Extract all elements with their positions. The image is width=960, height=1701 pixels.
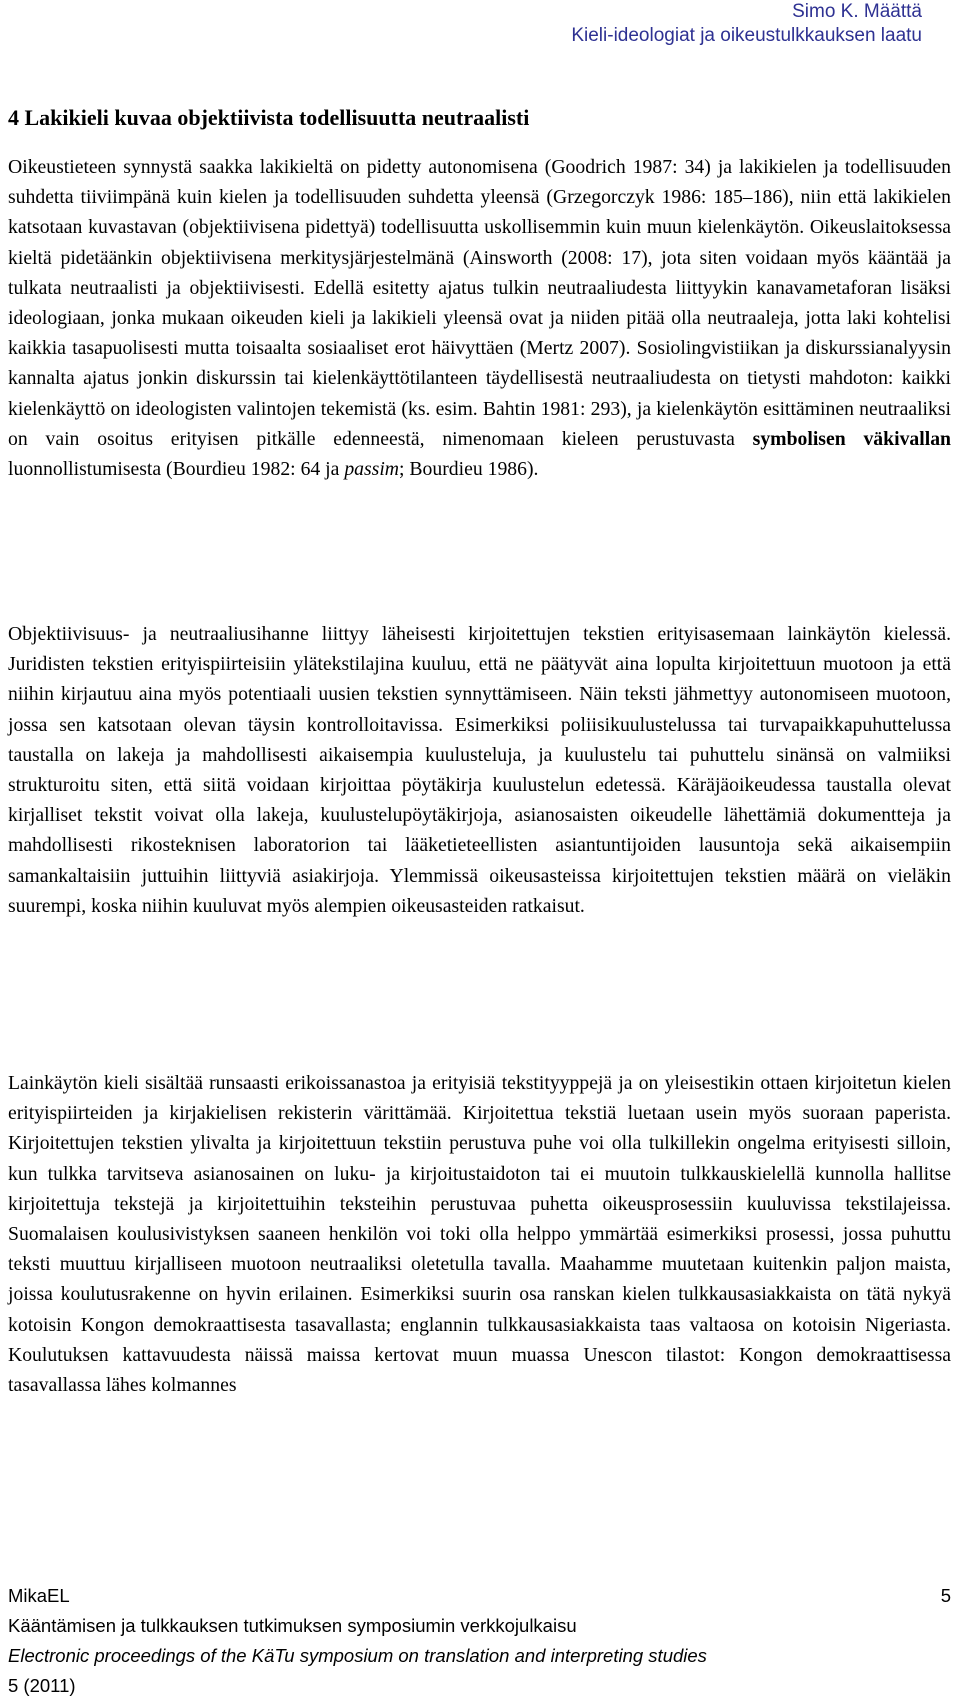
section-heading: 4 Lakikieli kuvaa objektiivista todellisuutta neutraalisti bbox=[8, 105, 530, 130]
paragraph-1-text-c: ; Bourdieu 1986). bbox=[399, 458, 539, 481]
footer-subtitle-english: Electronic proceedings of the KäTu symposium on translation and interpreting studies bbox=[8, 1645, 707, 1666]
header-author: Simo K. Määttä bbox=[792, 1, 922, 22]
footer-subtitle-finnish: Kääntämisen ja tulkkauksen tutkimuksen symposiumin verkkojulkaisu bbox=[8, 1615, 577, 1636]
paragraph-3: Lainkäytön kieli sisältää runsaasti erikoissanastoa ja erityisiä tekstityyppejä ja on yleisestikin ottaen kirjoitetun kielen erityispiirteiden ja kirjakielisen rekisterin värittämää. Kirjoitettua tekstiä luetaan usein myös suoraan paperista. Kirjoitettujen tekstien ylivalta ja kirjoitettuun tekstiin perustuva puhe voi olla tulkillekin ongelma erityisesti silloin, kun tulkka tarvitseva asianosainen on luku- ja kirjoitustaidoton tai ei muutoin tulkkauskielellä kunnolla hallitse kirjoitettuja tekstejä ja kirjoitettuihin teksteihin perustuvaa puhetta oikeusprosessiin kuuluvissa tekstilajeissa. Suomalaisen koulusivistyksen saaneen henkilön voi toki olla helppo ymmärtää esimerkiksi prosessi, jossa puhuttu teksti muuttuu kirjalliseen muotoon neutraaliksi oletetulla tavalla. Maahamme muutetaan kuitenkin paljon maista, joissa koulutusrakenne on hyvin erilainen. Esimerkiksi suurin osa ranskan kielen tulkkausasiakkaista on tätä nykyä kotoisin Kongon demokraattisesta tasavallasta; englannin tulkkausasiakkaista taas valtaosa on kotoisin Nigeriasta. Koulutuksen kattavuudesta näissä maissa kertovat muun muassa Unescon tilastot: Kongon demokraattisessa tasavallassa lähes kolmannes bbox=[8, 1072, 951, 1397]
footer-journal-name: MikaEL bbox=[8, 1585, 70, 1606]
footer-volume: 5 (2011) bbox=[8, 1675, 76, 1696]
paragraph-2: Objektiivisuus- ja neutraaliusihanne liittyy läheisesti kirjoitettujen tekstien erityisasemaan lainkäytön kielessä. Juridisten tekstien erityispiirteisiin ylätekstilajina kuuluu, että ne päätyvät aina lopulta kirjoitettuun muotoon ja että niihin kirjautuu aina myös potentiaali uusien tekstien synnyttämiseen. Näin teksti jähmettyy autonomiseen muotoon, jossa sen katsotaan olevan täysin kontrolloitavissa. Esimerkiksi poliisikuulustelussa tai turvapaikkapuhuttelussa taustalla on lakeja ja mahdollisesti aikaisempia kuulusteluja, ja kuulustelu tai puhuttelu sinänsä on valmiiksi strukturoitu siten, että siitä voidaan kirjoittaa pöytäkirja kuulustelun edetessä. Käräjäoikeudessa taustalla olevat kirjalliset tekstit voivat olla lakeja, kuulustelupöytäkirjoja, asianosaisten oikeudelle lähettämiä dokumentteja ja mahdollisesti rikosteknisen laboratorion tai lääketieteellisten asiantuntijoiden lausuntoja sekä aikaisempiin samankaltaisiin juttuihin liittyviä asiakirjoja. Ylemmissä oikeusasteissa kirjoitettujen tekstien määrä on vieläkin suurempi, koska niihin kuuluvat myös alempien oikeusasteiden ratkaisut. bbox=[8, 623, 951, 917]
paragraph-1-text-b: luonnollistumisesta (Bourdieu 1982: 64 ja bbox=[8, 458, 345, 481]
paragraph-1-text-a: Oikeustieteen synnystä saakka lakikieltä on pidetty autonomisena (Goodrich 1987: 34) ja lakikielen ja todellisuuden suhdetta tiiviimpänä kuin kielen ja todellisuuden suhdetta yleensä (Grzegorczyk 1986: 185–186), niin että lakikielen katsotaan kuvastavan (objektiivisena pidettyä) todellisuutta uskollisemmin kuin muun kielenkäytön. Oikeuslaitoksessa kieltä pidetäänkin objektiivisena merkitysjärjestelmänä (Ainsworth (2008: 17), jota siten voidaan myös kääntää ja tulkata neutraalisti ja objektiivisesti. Edellä esitetty ajatus tulkin neutraaliudesta liittyykin kanavametaforan lisäksi ideologiaan, jonka mukaan oikeuden kieli ja lakikieli yleensä ovat ja niiden pitää olla neutraaleja, jotta laki kohtelisi kaikkia tasapuolisesti mutta toisaalta sosiaaliset erot häivyttäen (Mertz 2007). Sosiolingvistiikan ja diskurssianalyysin kannalta ajatus jonkin diskurssin tai kielenkäyttötilanteen täydellisestä neutraaliudesta on tietysti mahdoton: kaikki kielenkäyttö on ideologisten valintojen tekemistä (ks. esim. Bahtin 1981: 293), ja kielenkäytön esittäminen neutraaliksi on vain osoitus erityisen pitkälle edenneestä, nimenomaan kieleen perustuvasta bbox=[8, 156, 951, 450]
page-footer bbox=[8, 1581, 951, 1701]
paragraph-1-italic-term: passim bbox=[344, 458, 400, 481]
running-header bbox=[402, 0, 922, 48]
paragraph-1-bold-term: symbolisen väkivallan bbox=[752, 427, 951, 450]
page-number: 5 bbox=[940, 1585, 951, 1606]
header-article-title: Kieli-ideologiat ja oikeustulkkauksen laatu bbox=[571, 25, 922, 46]
paragraph-1 bbox=[8, 152, 951, 484]
